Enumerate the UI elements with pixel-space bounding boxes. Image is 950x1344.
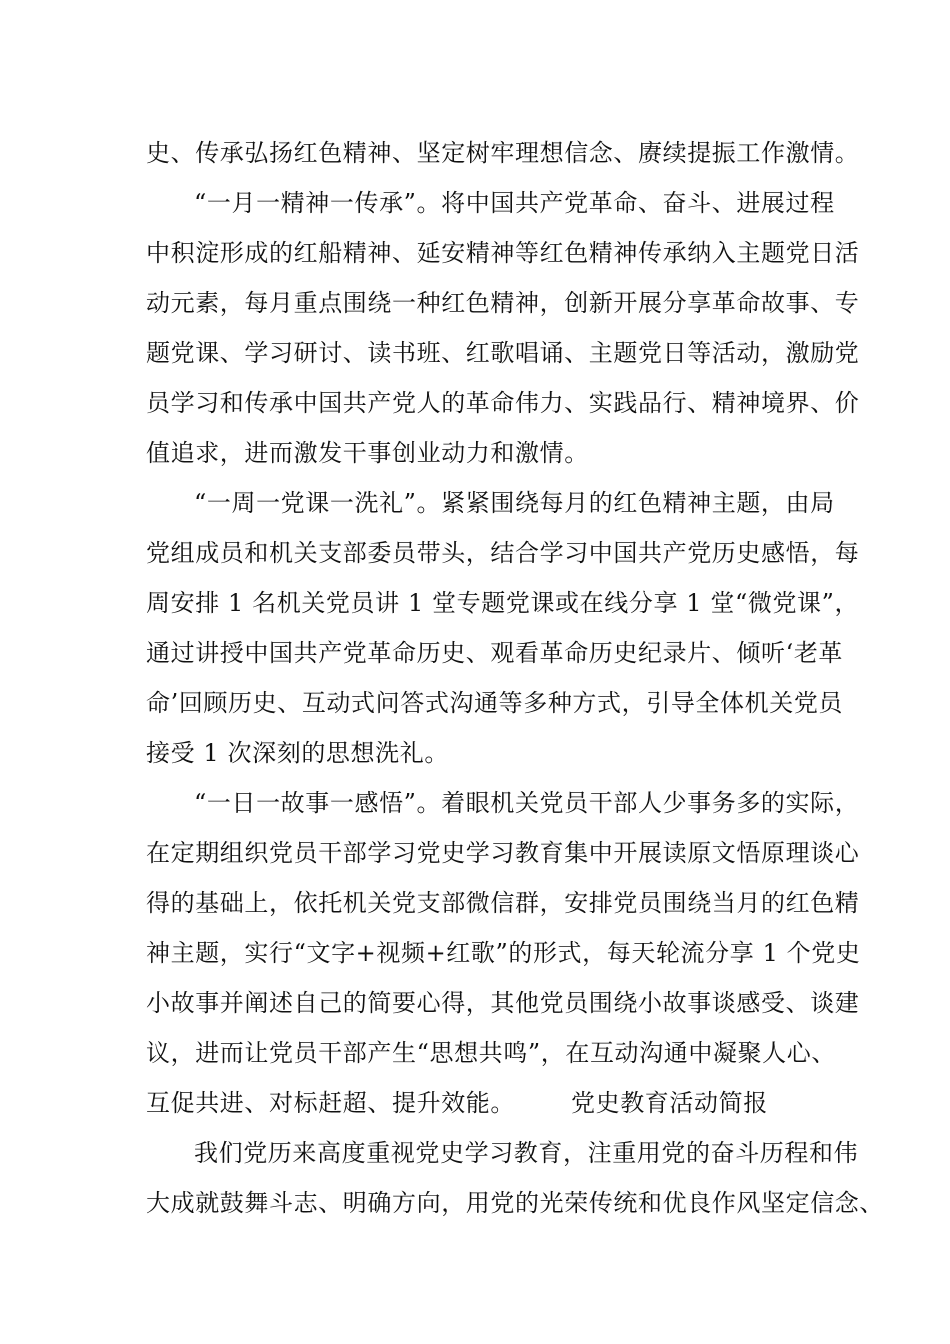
text-line: 通过讲授中国共产党革命历史、观看革命历史纪录片、倾听‘老革 xyxy=(146,639,844,667)
text-line: 大成就鼓舞斗志、明确方向，用党的光荣传统和优良作风坚定信念、 xyxy=(146,1189,884,1217)
text-line: 小故事并阐述自己的简要心得，其他党员围绕小故事谈感受、谈建 xyxy=(146,989,860,1017)
text-line: “一月一精神一传承”。将中国共产党革命、奋斗、进展过程 xyxy=(194,189,835,217)
text-line: “一周一党课一洗礼”。紧紧围绕每月的红色精神主题，由局 xyxy=(194,489,835,517)
text-line: 动元素，每月重点围绕一种红色精神，创新开展分享革命故事、专 xyxy=(146,289,860,317)
text-line-content: 互促共进、对标赶超、提升效能。 xyxy=(146,1089,515,1117)
text-line: 值追求，进而激发干事创业动力和激情。 xyxy=(146,439,589,467)
text-line: 员学习和传承中国共产党人的革命伟力、实践品行、精神境界、价 xyxy=(146,389,860,417)
text-line: 议，进而让党员干部产生“思想共鸣”，在互动沟通中凝聚人心、 xyxy=(146,1039,836,1067)
text-line: 接受 1 次深刻的思想洗礼。 xyxy=(146,739,449,767)
text-line: “一日一故事一感悟”。着眼机关党员干部人少事务多的实际， xyxy=(194,789,860,817)
text-line: 史、传承弘扬红色精神、坚定树牢理想信念、赓续提振工作激情。 xyxy=(146,139,860,167)
text-line-with-title xyxy=(146,1087,836,1119)
text-line: 周安排 1 名机关党员讲 1 堂专题党课或在线分享 1 堂“微党课”， xyxy=(146,589,860,617)
text-line: 我们党历来高度重视党史学习教育，注重用党的奋斗历程和伟 xyxy=(194,1139,859,1167)
text-line: 中积淀形成的红船精神、延安精神等红色精神传承纳入主题党日活 xyxy=(146,239,860,267)
text-line: 得的基础上，依托机关党支部微信群，安排党员围绕当月的红色精 xyxy=(146,889,860,917)
text-line: 在定期组织党员干部学习党史学习教育集中开展读原文悟原理谈心 xyxy=(146,839,860,867)
inline-document-title: 党史教育活动简报 xyxy=(571,1089,768,1117)
text-line: 题党课、学习研讨、读书班、红歌唱诵、主题党日等活动，激励党 xyxy=(146,339,860,367)
text-line: 党组成员和机关支部委员带头，结合学习中国共产党历史感悟，每 xyxy=(146,539,860,567)
text-line: 命’回顾历史、互动式问答式沟通等多种方式，引导全体机关党员 xyxy=(146,689,844,717)
text-line: 神主题，实行“文字+视频+红歌”的形式，每天轮流分享 1 个党史 xyxy=(146,939,861,967)
